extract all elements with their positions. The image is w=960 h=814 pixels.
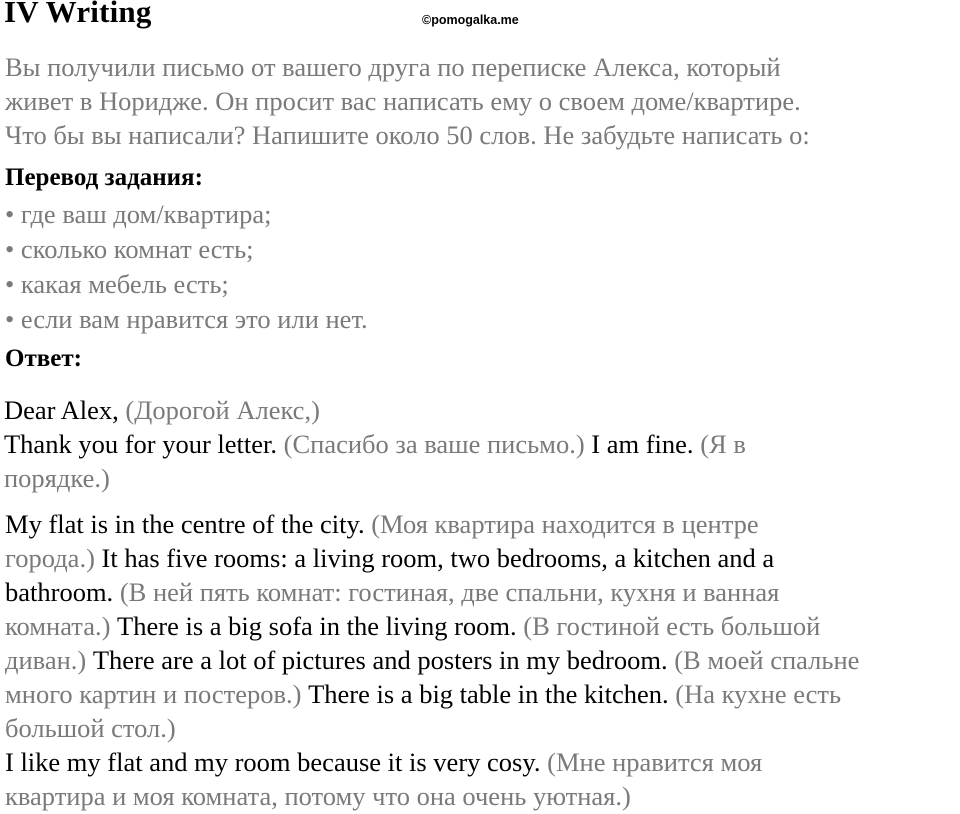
russian-translation: комната.) [5, 611, 111, 641]
intro-line: Вы получили письмо от вашего друга по переписке Алекса, который [5, 52, 781, 82]
russian-translation: порядке.) [4, 463, 110, 493]
russian-translation: диван.) [5, 645, 87, 675]
answer-line [5, 643, 960, 677]
english-text: My flat is in the centre of the city. [5, 509, 365, 539]
bullet-item: • где ваш дом/квартира; [5, 199, 272, 229]
bullet-item: • если вам нравится это или нет. [5, 304, 368, 334]
answer-greeting-block [4, 393, 959, 495]
english-text: There are a lot of pictures and posters in my bedroom. [86, 645, 668, 675]
russian-translation: города.) [5, 543, 95, 573]
english-text: There is a big table in the kitchen. [301, 679, 669, 709]
intro-line: живет в Норидже. Он просит вас написать ему о своем доме/квартире. [5, 86, 801, 116]
task-intro [5, 50, 955, 152]
answer-line [4, 427, 959, 461]
answer-line [5, 575, 960, 609]
section-title: IV Writing [4, 0, 152, 29]
russian-translation: (Спасибо за ваше письмо.) [277, 429, 585, 459]
watermark: ©pomogalka.me [422, 13, 519, 27]
russian-translation: (Мне нравится моя [540, 747, 763, 777]
answer-line [5, 677, 960, 711]
russian-translation: (На кухне есть [668, 679, 842, 709]
english-text: bathroom. [5, 577, 114, 607]
english-text: There is a big sofa in the living room. [110, 611, 517, 641]
russian-translation: много картин и постеров.) [5, 679, 302, 709]
english-text: It has five rooms: a living room, two bedrooms, a kitchen and a [94, 543, 775, 573]
answer-line [5, 609, 960, 643]
russian-translation: квартира и моя комната, потому что она очень уютная.) [5, 781, 631, 811]
task-bullet-list [5, 197, 368, 337]
answer-line [5, 779, 960, 813]
answer-line [4, 461, 959, 495]
bullet-item: • какая мебель есть; [5, 269, 229, 299]
russian-translation: (В гостиной есть большой [516, 611, 821, 641]
russian-translation: большой стол.) [5, 713, 176, 743]
answer-line [5, 711, 960, 745]
answer-heading: Ответ: [5, 345, 82, 372]
answer-line [4, 393, 959, 427]
russian-translation: (Моя квартира находится в центре [364, 509, 759, 539]
russian-translation: (Я в [693, 429, 746, 459]
english-text: Dear Alex, [4, 395, 119, 425]
task-heading: Перевод задания: [5, 164, 203, 191]
russian-translation: (В моей спальне [667, 645, 860, 675]
intro-line: Что бы вы написали? Напишите около 50 слов. Не забудьте написать о: [5, 120, 810, 150]
bullet-item: • сколько комнат есть; [5, 234, 254, 264]
english-text: Thank you for your letter. [4, 429, 278, 459]
answer-line [5, 745, 960, 779]
english-text: I am fine. [584, 429, 694, 459]
page-header [4, 0, 152, 34]
answer-body-block [5, 507, 960, 813]
english-text: I like my flat and my room because it is very cosy. [5, 747, 541, 777]
russian-translation: (Дорогой Алекс,) [118, 395, 320, 425]
answer-line [5, 507, 960, 541]
answer-line [5, 541, 960, 575]
russian-translation: (В ней пять комнат: гостиная, две спальни, кухня и ванная [113, 577, 780, 607]
